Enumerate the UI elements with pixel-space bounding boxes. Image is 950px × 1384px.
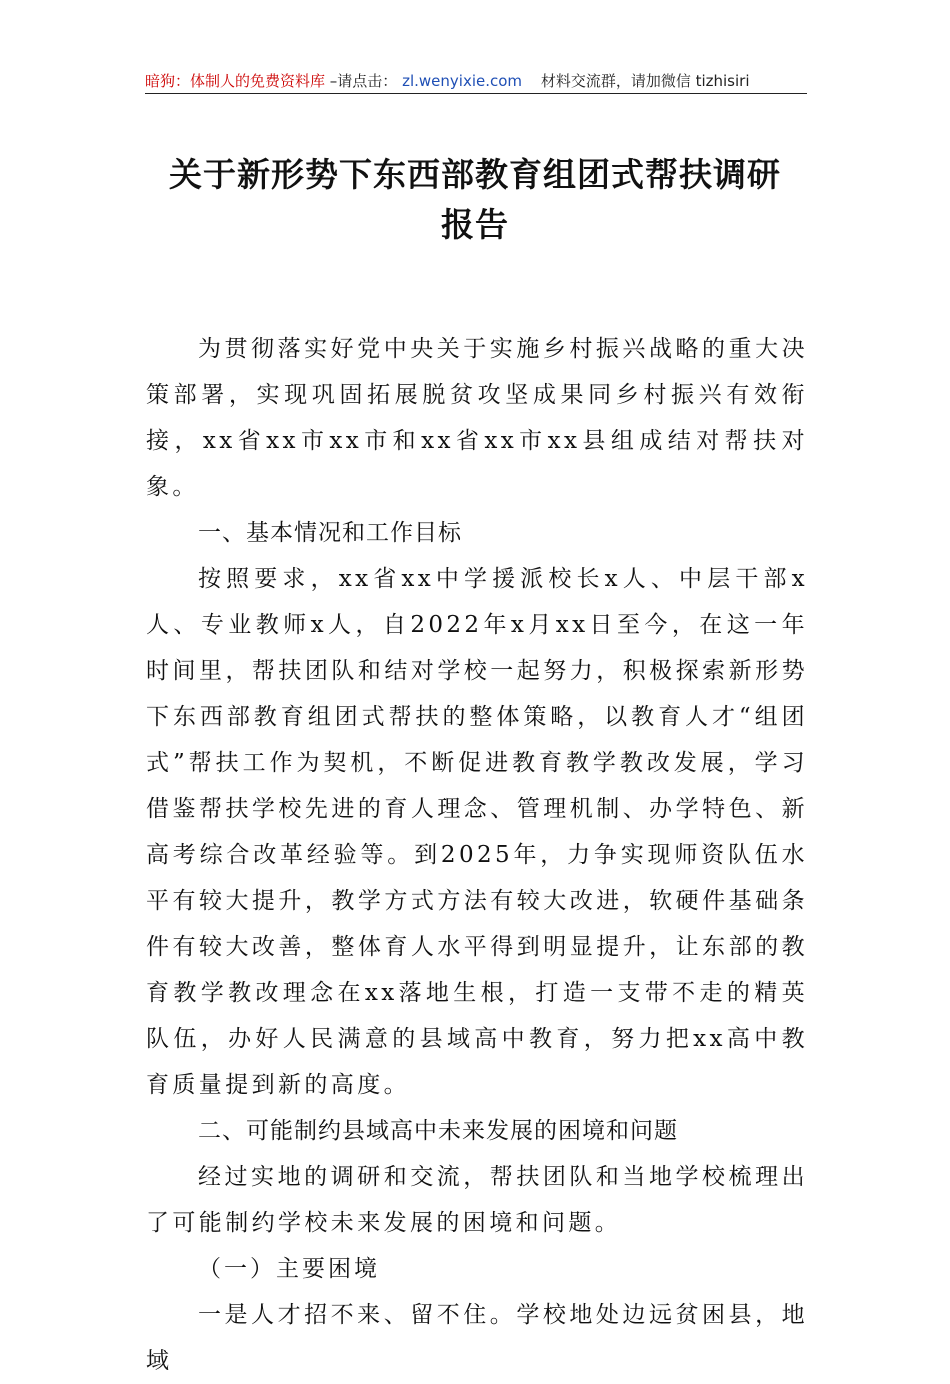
section-2-paragraph: 经过实地的调研和交流，帮扶团队和当地学校梳理出了可能制约学校未来发展的困境和问题。 <box>146 1164 808 1236</box>
header-divider <box>145 93 807 94</box>
document-title <box>120 150 830 250</box>
header-brand: 暗狗：体制人的免费资料库 <box>145 72 326 90</box>
section-2-heading: 二、可能制约县域高中未来发展的困境和问题 <box>198 1118 678 1144</box>
section-1-paragraph: 按照要求，xx省xx中学援派校长x人、中层干部x人、专业教师x人，自2022年x月xx日至今，在这一年时间里，帮扶团队和结对学校一起努力，积极探索新形势下东西部教育组团式帮扶的整体策略，以教育人才“组团式”帮扶工作为契机，不断促进教育教学教改发展，学习借鉴帮扶学校先进的育人理念、管理机制、办学特色、新高考综合改革经验等。到2025年，力争实现师资队伍水平有较大提升，教学方式方法有较大改进，软硬件基础条件有较大改善，整体育人水平得到明显提升，让东部的教育教学教改理念在xx落地生根，打造一支带不走的精英队伍，办好人民满意的县域高中教育，努力把xx高中教育质量提到新的高度。 <box>146 566 808 1098</box>
header-prompt: –请点击： <box>329 72 398 90</box>
intro-paragraph: 为贯彻落实好党中央关于实施乡村振兴战略的重大决策部署，实现巩固拓展脱贫攻坚成果同乡村振兴有效衔接，xx省xx市xx市和xx省xx市xx县组成结对帮扶对象。 <box>146 336 808 500</box>
document-body <box>146 326 808 1384</box>
subsection-1-heading: （一）主要困境 <box>198 1256 380 1282</box>
header-contact: 材料交流群，请加微信 tizhisiri <box>540 72 750 90</box>
title-line-1: 关于新形势下东西部教育组团式帮扶调研 <box>169 155 781 194</box>
subsection-1-paragraph: 一是人才招不来、留不住。学校地处边远贫困县，地域 <box>146 1302 808 1374</box>
header-url-link[interactable]: zl.wenyixie.com <box>402 72 523 90</box>
page-header <box>145 70 807 92</box>
title-line-2: 报告 <box>441 205 509 244</box>
section-1-heading: 一、基本情况和工作目标 <box>198 520 462 546</box>
